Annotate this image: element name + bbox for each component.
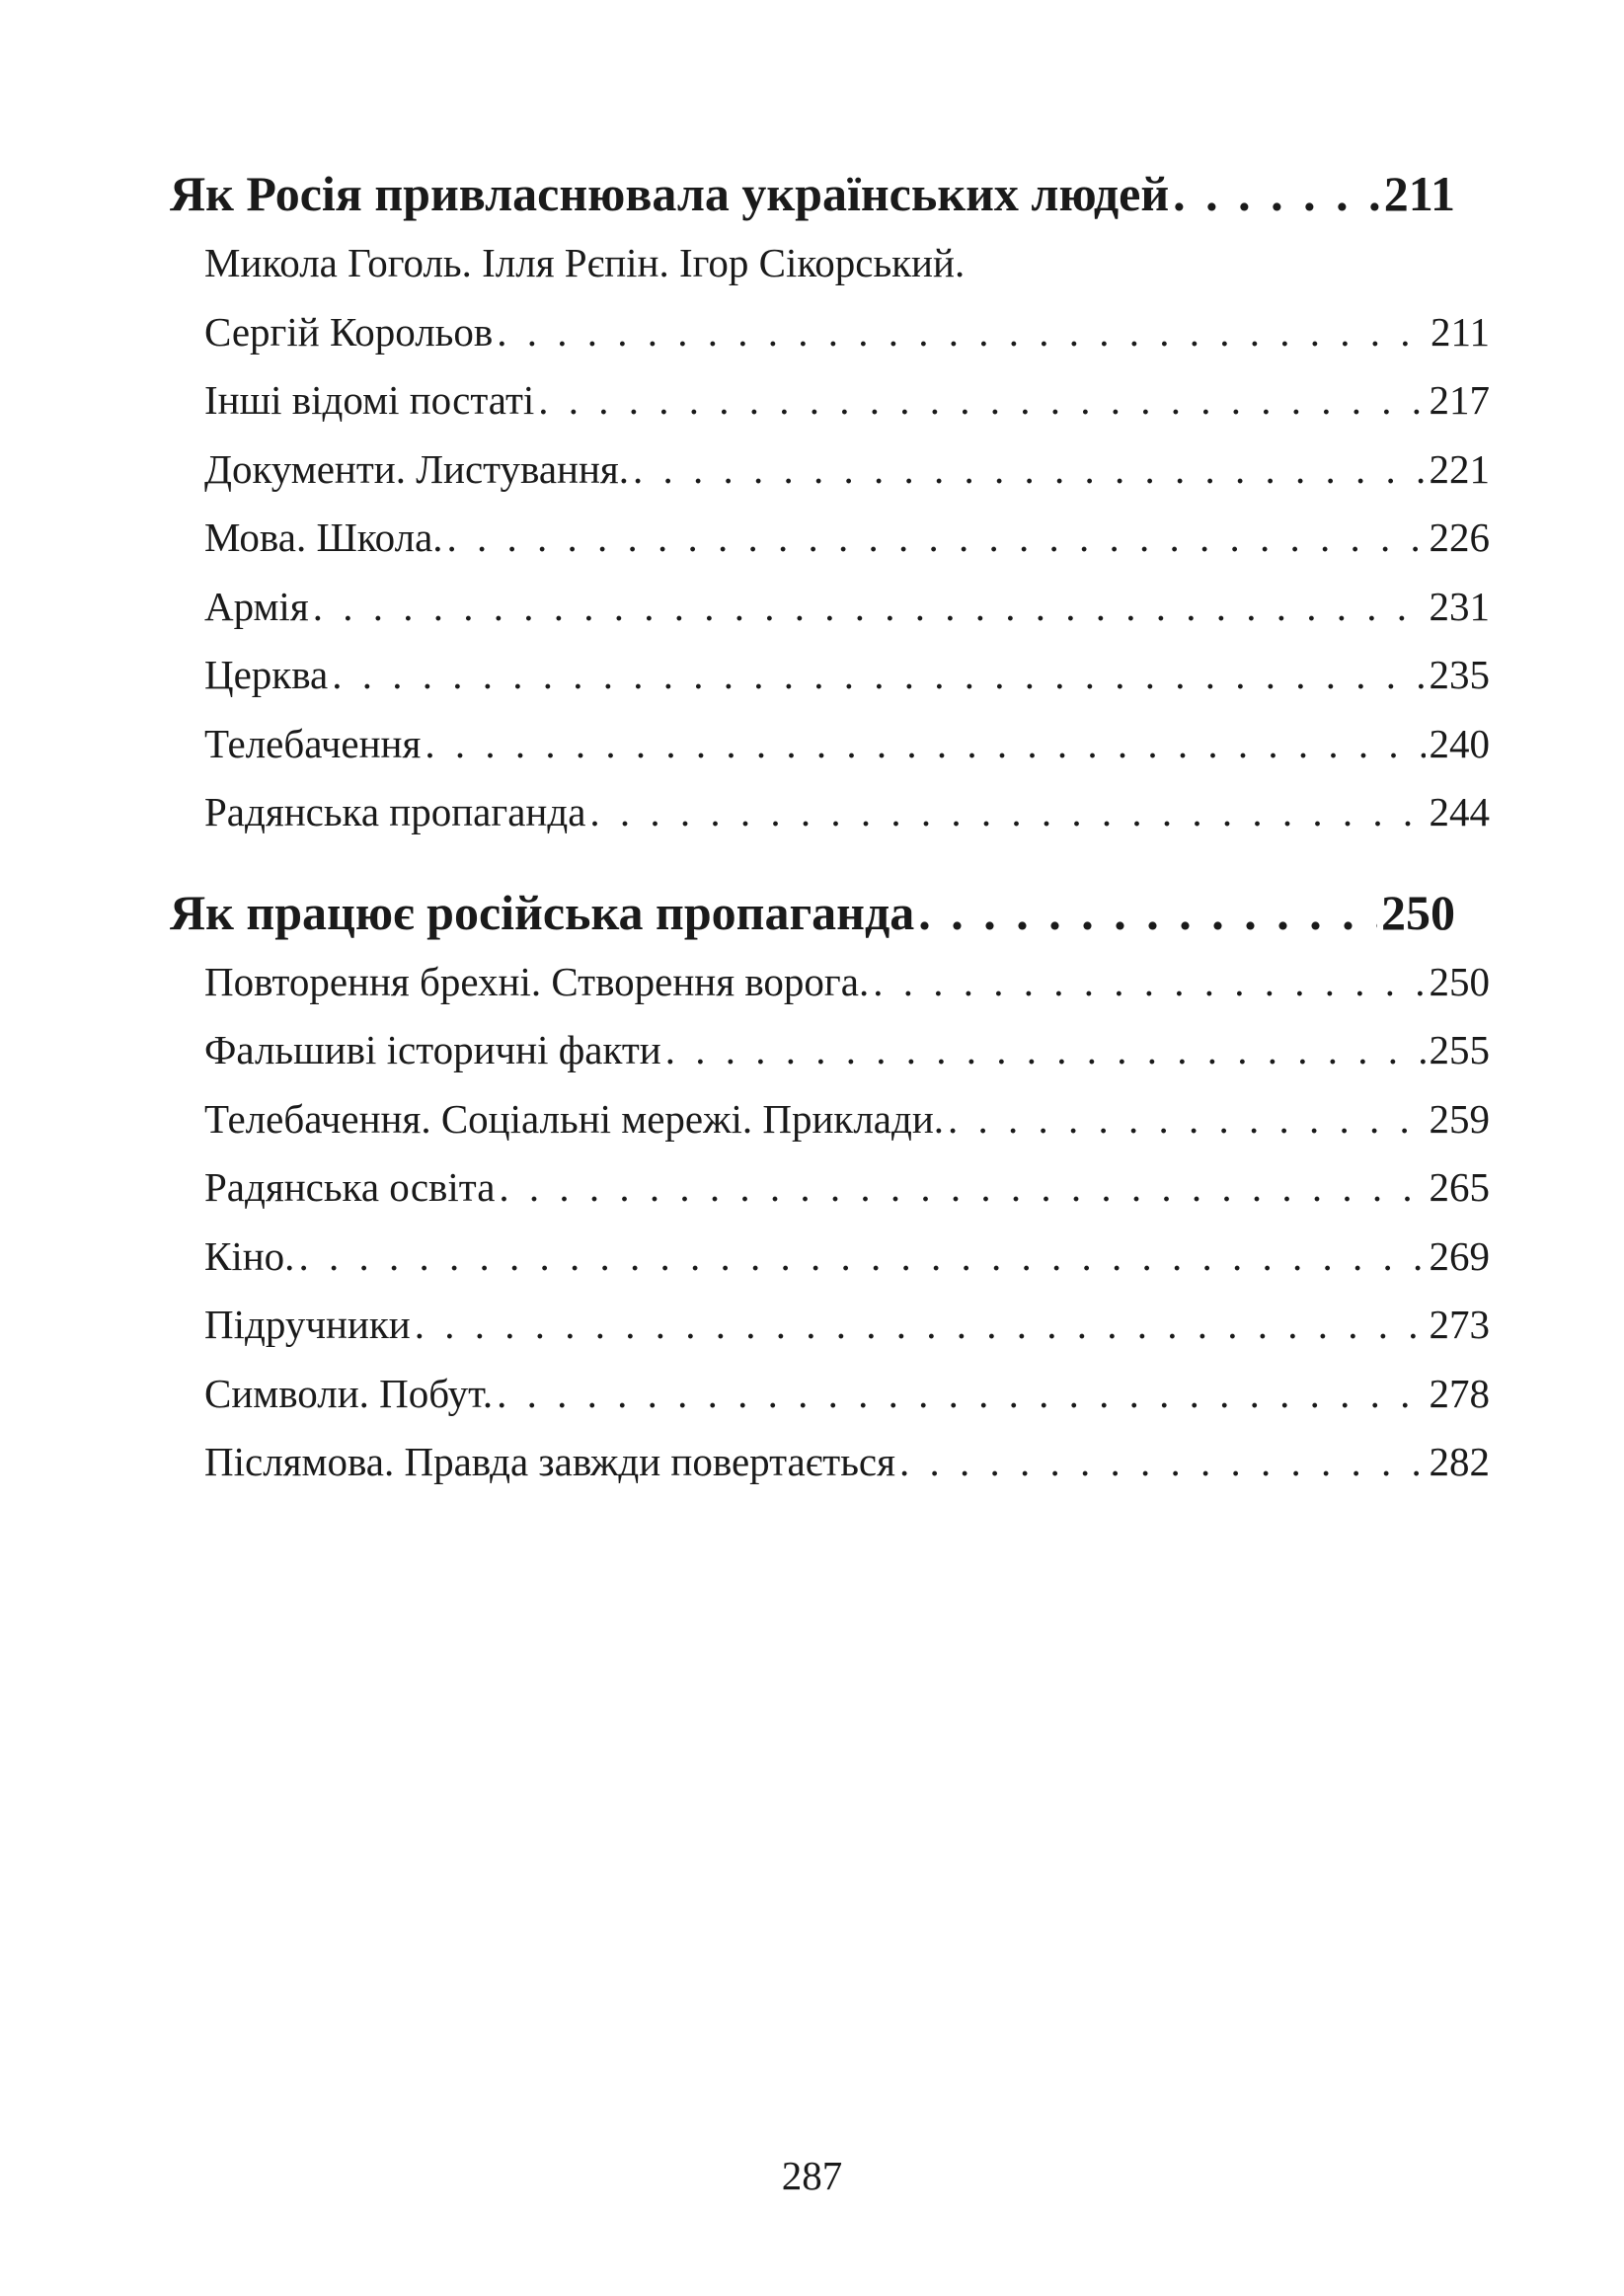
dot-leader bbox=[633, 435, 1425, 505]
toc-entry-page: 259 bbox=[1429, 1095, 1490, 1142]
toc-entry[interactable] bbox=[170, 1016, 1490, 1085]
toc-entry-label: Радянська пропаганда bbox=[204, 789, 586, 834]
toc-entry[interactable] bbox=[170, 641, 1490, 710]
dot-leader bbox=[665, 1016, 1426, 1085]
toc-entry-page: 231 bbox=[1429, 583, 1490, 629]
toc-entry-page: 244 bbox=[1429, 789, 1490, 834]
toc-entry-page: 217 bbox=[1429, 377, 1490, 423]
toc-entry-line[interactable]: Микола Гоголь. Ілля Рєпін. Ігор Сікорський. bbox=[204, 240, 966, 285]
toc-heading-title: Як Росія привласнювала українських людей bbox=[170, 166, 1170, 221]
toc-heading-title: Як працює російська пропаганда bbox=[170, 884, 915, 940]
dot-leader bbox=[313, 573, 1426, 642]
toc-section-1 bbox=[170, 158, 1490, 847]
toc-entry-page: 278 bbox=[1429, 1370, 1490, 1416]
toc-entry-label: Інші відомі постаті bbox=[204, 377, 535, 423]
dot-leader bbox=[948, 1085, 1425, 1154]
dot-leader bbox=[899, 1428, 1426, 1497]
toc-heading[interactable] bbox=[170, 877, 1455, 948]
toc-entry-label: Телебачення bbox=[204, 720, 422, 766]
dot-leader bbox=[918, 877, 1377, 948]
toc-section-2 bbox=[170, 877, 1490, 1497]
dot-leader bbox=[538, 366, 1425, 435]
toc-entry-label: Кіно. bbox=[204, 1232, 295, 1279]
dot-leader bbox=[447, 504, 1426, 573]
toc-entry-label: Телебачення. Соціальні мережі. Приклади. bbox=[204, 1095, 945, 1142]
toc-entry[interactable] bbox=[170, 1153, 1490, 1223]
dot-leader bbox=[332, 641, 1425, 710]
dot-leader bbox=[497, 1360, 1425, 1429]
dot-leader bbox=[425, 710, 1425, 779]
toc-entry[interactable] bbox=[170, 1360, 1490, 1429]
toc-entry-page: 265 bbox=[1429, 1164, 1490, 1210]
toc-entry-label: Документи. Листування. bbox=[204, 445, 630, 492]
toc-entry-page: 250 bbox=[1429, 958, 1490, 1004]
dot-leader bbox=[298, 1223, 1425, 1292]
toc-entry-label: Радянська освіта bbox=[204, 1164, 496, 1210]
dot-leader bbox=[499, 1153, 1425, 1223]
toc-entry-page: 211 bbox=[1431, 308, 1490, 355]
toc-entry-label: Післямова. Правда завжди повертається bbox=[204, 1439, 895, 1484]
toc-entry[interactable] bbox=[170, 435, 1490, 505]
toc-entry-page: 273 bbox=[1429, 1302, 1490, 1347]
toc-entry-page: 235 bbox=[1429, 652, 1490, 697]
dot-leader bbox=[1173, 158, 1380, 229]
toc-entry-page: 226 bbox=[1429, 515, 1490, 560]
dot-leader bbox=[873, 948, 1425, 1017]
toc-entry[interactable] bbox=[170, 1291, 1490, 1360]
table-of-contents bbox=[170, 158, 1490, 1497]
toc-heading-page: 250 bbox=[1381, 884, 1455, 940]
toc-entry-page: 240 bbox=[1429, 720, 1490, 766]
toc-entry-page: 282 bbox=[1429, 1439, 1490, 1484]
toc-entry-label: Сергій Корольов bbox=[204, 308, 494, 355]
toc-entry-label: Символи. Побут. bbox=[204, 1370, 494, 1416]
toc-entry[interactable] bbox=[170, 573, 1490, 642]
toc-heading[interactable] bbox=[170, 158, 1455, 229]
dot-leader bbox=[497, 298, 1427, 367]
toc-entry[interactable] bbox=[170, 778, 1490, 847]
page-number: 287 bbox=[781, 2153, 843, 2198]
toc-entry-page: 221 bbox=[1429, 445, 1490, 492]
dot-leader bbox=[589, 778, 1425, 847]
toc-entry[interactable] bbox=[170, 1085, 1490, 1154]
toc-heading-page: 211 bbox=[1383, 166, 1455, 221]
toc-entry-label: Церква bbox=[204, 652, 329, 697]
toc-entry-label: Мова. Школа. bbox=[204, 515, 443, 560]
dot-leader bbox=[415, 1291, 1426, 1360]
toc-entry[interactable] bbox=[170, 366, 1490, 435]
toc-entry-page: 269 bbox=[1429, 1232, 1490, 1279]
toc-entry-label: Фальшиві історичні факти bbox=[204, 1027, 661, 1072]
toc-entry[interactable] bbox=[170, 1428, 1490, 1497]
toc-entry[interactable] bbox=[170, 710, 1490, 779]
toc-entry[interactable] bbox=[170, 948, 1490, 1017]
toc-entry[interactable] bbox=[170, 298, 1490, 367]
toc-entry[interactable] bbox=[170, 1223, 1490, 1292]
toc-entry-label: Підручники bbox=[204, 1302, 411, 1347]
toc-entry-label: Армія bbox=[204, 583, 309, 629]
toc-entry-label: Повторення брехні. Створення ворога. bbox=[204, 958, 870, 1004]
toc-entry[interactable] bbox=[170, 504, 1490, 573]
toc-entry-page: 255 bbox=[1429, 1027, 1490, 1072]
